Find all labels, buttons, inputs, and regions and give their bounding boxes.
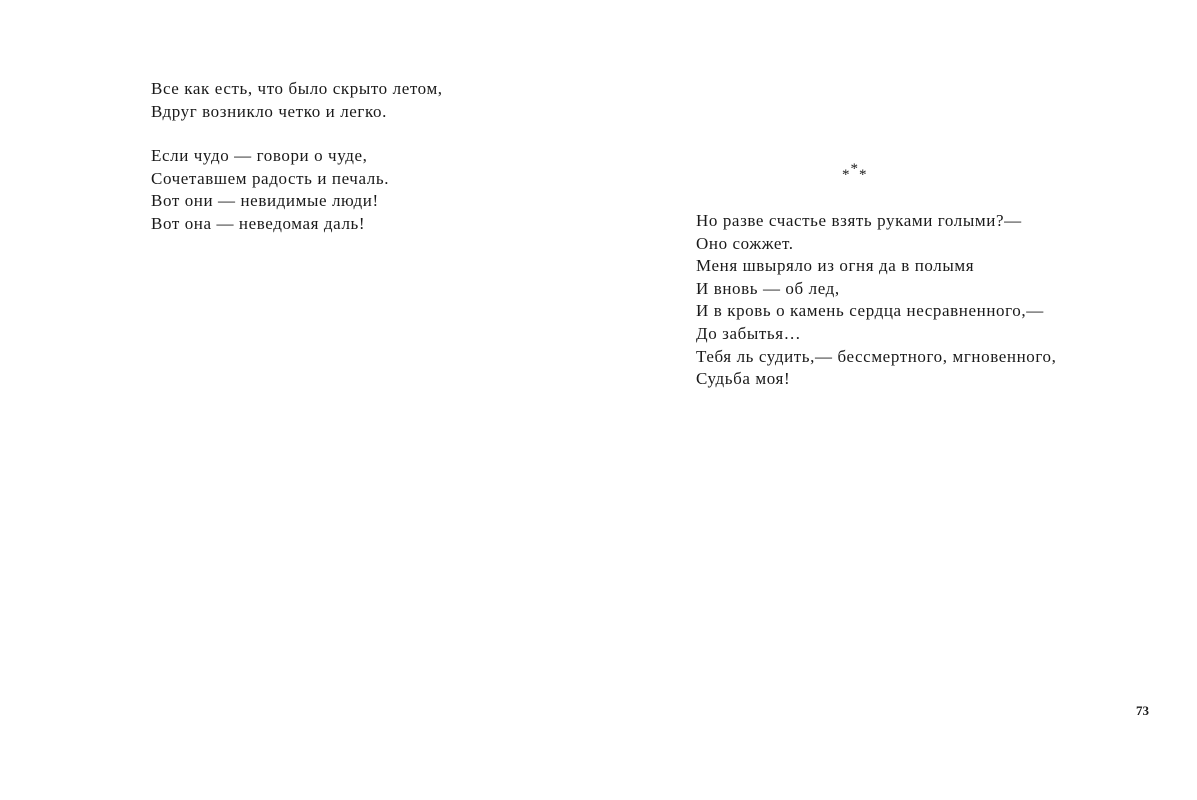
stanza-1 [151, 78, 571, 123]
stanza-1 [696, 210, 1136, 391]
poem-line: Меня швыряло из огня да в полымя [696, 256, 975, 276]
right-poem [696, 210, 1136, 391]
asterism-star-middle: * [850, 161, 859, 177]
poem-line: Вдруг возникло четко и легко. [151, 101, 387, 121]
left-poem [151, 78, 571, 236]
asterism-ornament [842, 161, 868, 183]
poem-line: Если чудо — говори о чуде, [151, 146, 368, 166]
poem-line: Но разве счастье взять руками голыми?— [696, 211, 1022, 230]
page-number: 73 [1136, 703, 1149, 718]
poem-line: Оно сожжет. [696, 233, 794, 253]
poem-line: Сочетавшем радость и печаль. [151, 168, 390, 188]
poem-line: Все как есть, что было скрыто летом, [151, 79, 443, 98]
asterism-star-right: * [859, 167, 868, 183]
poem-line: И в кровь о камень сердца несравненного,— [696, 301, 1044, 321]
poem-line: Вот она — неведомая даль! [151, 213, 366, 233]
poem-line: Вот они — невидимые люди! [151, 191, 379, 211]
poem-line: До забытья… [696, 323, 802, 343]
poem-line: Судьба моя! [696, 369, 791, 389]
poem-line: И вновь — об лед, [696, 278, 840, 298]
stanza-2 [151, 145, 571, 235]
asterism-star-left: * [842, 167, 851, 183]
poem-line: Тебя ль судить,— бессмертного, мгновенного, [696, 346, 1057, 366]
